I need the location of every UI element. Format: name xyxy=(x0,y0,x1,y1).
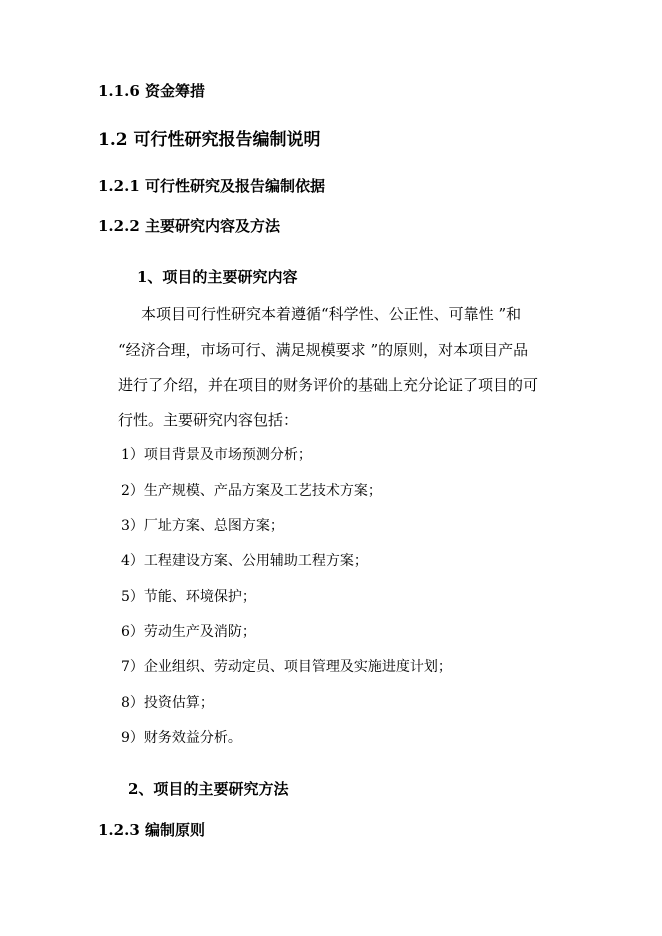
section-heading-1-2-1: 1.2.1 可行性研究及报告编制依据 xyxy=(98,177,325,195)
section-heading-1-2: 1.2 可行性研究报告编制说明 xyxy=(98,130,321,150)
section-heading-1-2-2: 1.2.2 主要研究内容及方法 xyxy=(98,217,280,235)
subheading-research-methods: 2、项目的主要研究方法 xyxy=(128,780,289,798)
paragraph-line: 进行了介绍，并在项目的财务评价的基础上充分论证了项目的可 xyxy=(118,376,539,394)
paragraph-line: “经济合理，市场可行、满足规模要求 ”的原则，对本项目产品 xyxy=(118,341,529,359)
list-item: 7）企业组织、劳动定员、项目管理及实施进度计划； xyxy=(121,659,452,675)
paragraph-line: 行性。主要研究内容包括： xyxy=(118,411,299,429)
list-item: 8）投资估算； xyxy=(121,695,214,711)
subheading-research-content: 1、项目的主要研究内容 xyxy=(137,268,298,286)
list-item: 3）厂址方案、总图方案； xyxy=(121,518,284,534)
list-item: 1）项目背景及市场预测分析； xyxy=(121,447,312,463)
section-heading-1-2-3: 1.2.3 编制原则 xyxy=(98,821,205,839)
paragraph-line: 本项目可行性研究本着遵循“科学性、公正性、可靠性 ”和 xyxy=(141,305,522,323)
list-item: 9）财务效益分析。 xyxy=(121,730,242,746)
list-item: 2）生产规模、产品方案及工艺技术方案； xyxy=(121,483,382,499)
list-item: 5）节能、环境保护； xyxy=(121,589,256,605)
list-item: 4）工程建设方案、公用辅助工程方案； xyxy=(121,553,368,569)
section-heading-1-1-6: 1.1.6 资金筹措 xyxy=(98,82,205,100)
list-item: 6）劳动生产及消防； xyxy=(121,624,256,640)
